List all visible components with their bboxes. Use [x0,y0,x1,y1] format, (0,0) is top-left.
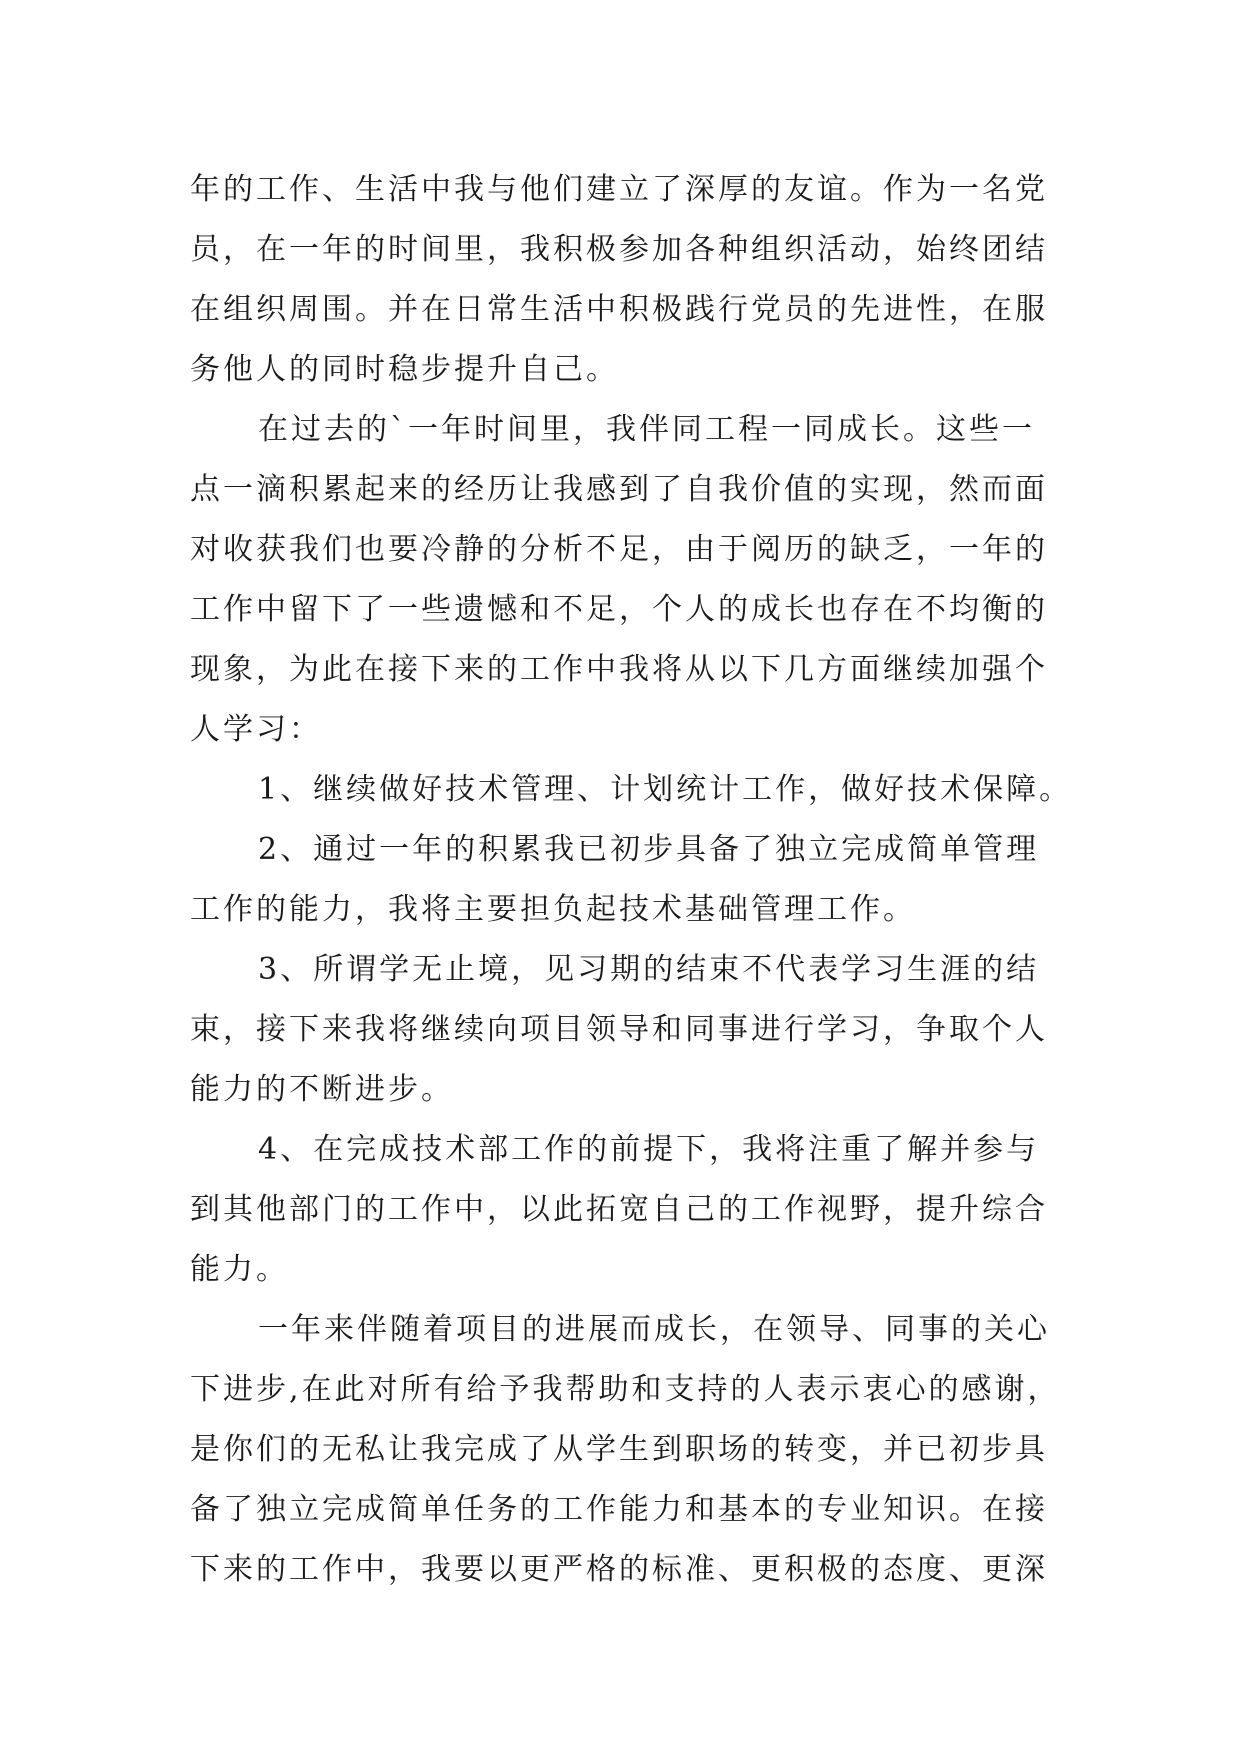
text-line: 对收获我们也要冷静的分析不足，由于阅历的缺乏，一年的 [190,532,1048,567]
paragraph-start-line: 在过去的`一年时间里，我伴同工程一同成长。这些一 [258,412,1035,447]
text-line: 点一滴积累起来的经历让我感到了自我价值的实现，然而面 [190,472,1048,507]
text-line: 人学习： [190,712,322,747]
text-line: 到其他部门的工作中，以此拓宽自己的工作视野，提升综合 [190,1192,1048,1227]
text-line: 束，接下来我将继续向项目领导和同事进行学习，争取个人 [190,1012,1048,1047]
text-line: 能力。 [190,1252,289,1287]
text-line: 现象，为此在接下来的工作中我将从以下几方面继续加强个 [190,652,1048,687]
text-line: 年的工作、生活中我与他们建立了深厚的友谊。作为一名党 [190,172,1048,207]
text-line: 能力的不断进步。 [190,1072,454,1107]
text-line: 员，在一年的时间里，我积极参加各种组织活动，始终团结 [190,232,1048,267]
text-line: 务他人的同时稳步提升自己。 [190,352,619,387]
text-line: 是你们的无私让我完成了从学生到职场的转变，并已初步具 [190,1432,1048,1467]
body-text [190,160,1073,1600]
text-line: 备了独立完成简单任务的工作能力和基本的专业知识。在接 [190,1492,1048,1527]
text-line: 工作中留下了一些遗憾和不足，个人的成长也存在不均衡的 [190,592,1048,627]
text-line: 工作的能力，我将主要担负起技术基础管理工作。 [190,892,916,927]
paragraph-start-line: 一年来伴随着项目的进展而成长，在领导、同事的关心 [258,1312,1050,1347]
list-item-3: 3、所谓学无止境，见习期的结束不代表学习生涯的结 [258,952,1040,987]
list-item-2: 2、通过一年的积累我已初步具备了独立完成简单管理 [258,832,1040,867]
list-item-1: 1、继续做好技术管理、计划统计工作，做好技术保障。 [258,772,1073,807]
list-item-4: 4、在完成技术部工作的前提下，我将注重了解并参与 [258,1132,1040,1167]
text-line: 下进步,在此对所有给予我帮助和支持的人表示衷心的感谢， [190,1372,1061,1407]
text-line: 下来的工作中，我要以更严格的标准、更积极的态度、更深 [190,1552,1048,1587]
text-line: 在组织周围。并在日常生活中积极践行党员的先进性，在服 [190,292,1048,327]
